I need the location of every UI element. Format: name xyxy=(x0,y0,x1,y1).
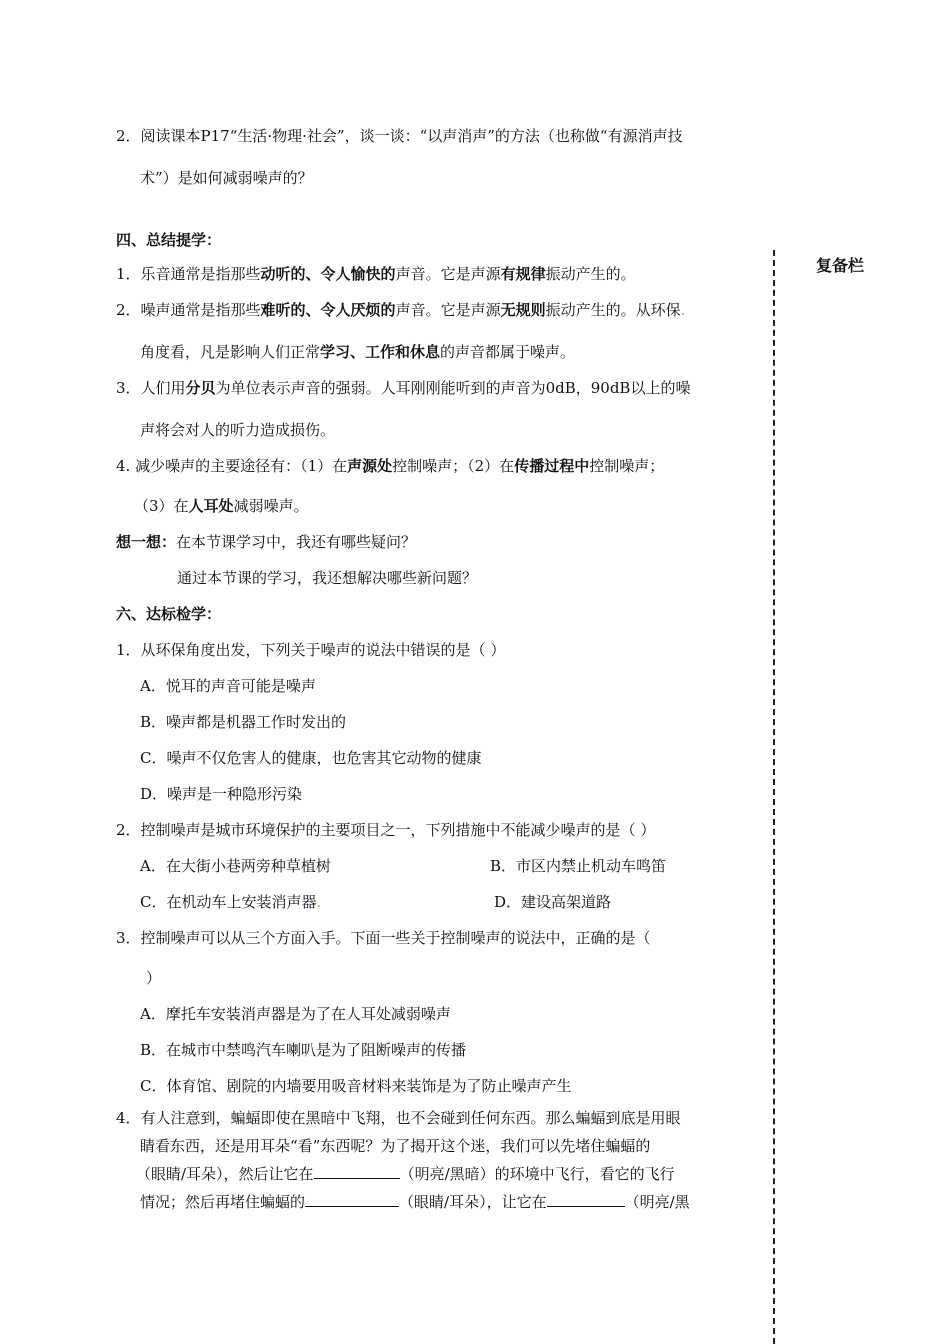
summary-item-2-line1 xyxy=(116,300,685,320)
answer-blank[interactable] xyxy=(547,1192,625,1207)
text: 振动产生的。从环保 xyxy=(545,301,681,319)
q2-option-c xyxy=(140,892,321,912)
sidebar-label: 复备栏 xyxy=(816,256,865,275)
q3-stem-line2: ） xyxy=(146,969,162,987)
text: 为单位表示声音的强弱。人耳刚刚能听到的声音为0dB，90dB以上的噪 xyxy=(215,379,691,397)
q1-stem: 1．从环保角度出发，下列关于噪声的说法中错误的是（ ） xyxy=(116,641,506,659)
q2-option-b: B．市区内禁止机动车鸣笛 xyxy=(490,857,667,875)
q2-read-line2: 术”）是如何减弱噪声的？ xyxy=(140,169,313,187)
text: 4. 减少噪声的主要途径有：（1）在 xyxy=(116,457,348,475)
q3-option-b: B．在城市中禁鸣汽车喇叭是为了阻断噪声的传播 xyxy=(140,1041,467,1059)
q2-option-d: D．建设高架道路 xyxy=(494,893,612,911)
text: （眼睛/耳朵），然后让它在 xyxy=(136,1165,314,1183)
q2-stem: 2．控制噪声是城市环境保护的主要项目之一，下列措施中不能减少噪声的是（ ） xyxy=(116,821,656,839)
bold-text: 难听的、令人厌烦的 xyxy=(260,301,396,319)
think-line1 xyxy=(116,532,416,552)
summary-item-2-line2 xyxy=(140,342,575,362)
bold-text: 人耳处 xyxy=(188,497,234,515)
answer-blank[interactable] xyxy=(314,1164,400,1179)
q1-option-a: A．悦耳的声音可能是噪声 xyxy=(140,677,316,695)
think-line2: 通过本节课的学习，我还想解决哪些新问题？ xyxy=(177,569,478,587)
text: （眼睛/耳朵），让它在 xyxy=(399,1193,547,1211)
summary-item-3-line2: 声将会对人的听力造成损伤。 xyxy=(140,421,336,439)
bold-text: 分贝 xyxy=(185,379,216,397)
text: 在本节课学习中，我还有哪些疑问？ xyxy=(176,533,417,551)
summary-item-3-line1 xyxy=(116,378,690,398)
q4-line3 xyxy=(136,1164,675,1184)
q4-line2: 睛看东西，还是用耳朵“看”东西呢？为了揭开这个迷，我们可以先堵住蝙蝠的 xyxy=(140,1137,651,1155)
bold-text: 无规则 xyxy=(500,301,546,319)
bold-text: 有规律 xyxy=(500,265,546,283)
q2-option-a: A．在大街小巷两旁种草植树 xyxy=(140,857,331,875)
summary-item-4-line2 xyxy=(134,496,309,516)
q2-read-line1: 2．阅读课本P17“生活·物理·社会”，谈一谈：“以声消声”的方法（也称做“有源消声技 xyxy=(116,127,683,145)
text: 减弱噪声。 xyxy=(233,497,309,515)
margin-divider xyxy=(773,250,775,1344)
text: 1．乐音通常是指那些 xyxy=(116,265,261,283)
q4-line4 xyxy=(140,1192,690,1212)
section6-title: 六、达标检学： xyxy=(116,605,222,623)
q1-option-c: C．噪声不仅危害人的健康，也危害其它动物的健康 xyxy=(140,749,482,767)
q3-stem-line1: 3．控制噪声可以从三个方面入手。下面一些关于控制噪声的说法中，正确的是（ xyxy=(116,929,651,947)
q1-option-b: B．噪声都是机器工作时发出的 xyxy=(140,713,347,731)
text: 振动产生的。 xyxy=(545,265,636,283)
text: 声音。它是声源 xyxy=(395,265,501,283)
stray-dot: . xyxy=(680,301,686,319)
section4-title: 四、总结提学： xyxy=(116,231,222,249)
bold-text: 声源处 xyxy=(347,457,393,475)
text: 控制噪声；（2）在 xyxy=(392,457,515,475)
summary-item-4-line1 xyxy=(116,456,664,476)
text: （3）在 xyxy=(134,497,189,515)
text: 2．噪声通常是指那些 xyxy=(116,301,261,319)
text: 的声音都属于噪声。 xyxy=(440,343,576,361)
bold-text: 学习、工作和休息 xyxy=(320,343,441,361)
text: 声音。它是声源 xyxy=(395,301,501,319)
text: 情况；然后再堵住蝙蝠的 xyxy=(140,1193,306,1211)
answer-blank[interactable] xyxy=(305,1192,399,1207)
think-label: 想一想： xyxy=(116,533,177,551)
text: 3．人们用 xyxy=(116,379,186,397)
text: （明亮/黑暗）的环境中飞行，看它的飞行 xyxy=(399,1165,675,1183)
text: （明亮/黑 xyxy=(624,1193,690,1211)
q4-line1: 4．有人注意到，蝙蝠即使在黑暗中飞翔，也不会碰到任何东西。那么蝙蝠到底是用眼 xyxy=(116,1109,681,1127)
text: 控制噪声； xyxy=(589,457,665,475)
stray-dot: . xyxy=(316,893,322,911)
q3-option-c: C．体育馆、剧院的内墙要用吸音材料来装饰是为了防止噪声产生 xyxy=(140,1077,572,1095)
text: 角度看，凡是影响人们正常 xyxy=(140,343,321,361)
summary-item-1 xyxy=(116,264,636,284)
bold-text: 动听的、令人愉快的 xyxy=(260,265,396,283)
text: C．在机动车上安装消声器 xyxy=(140,893,317,911)
bold-text: 传播过程中 xyxy=(514,457,590,475)
q3-option-a: A．摩托车安装消声器是为了在人耳处减弱噪声 xyxy=(140,1005,451,1023)
q1-option-d: D．噪声是一种隐形污染 xyxy=(140,785,303,803)
